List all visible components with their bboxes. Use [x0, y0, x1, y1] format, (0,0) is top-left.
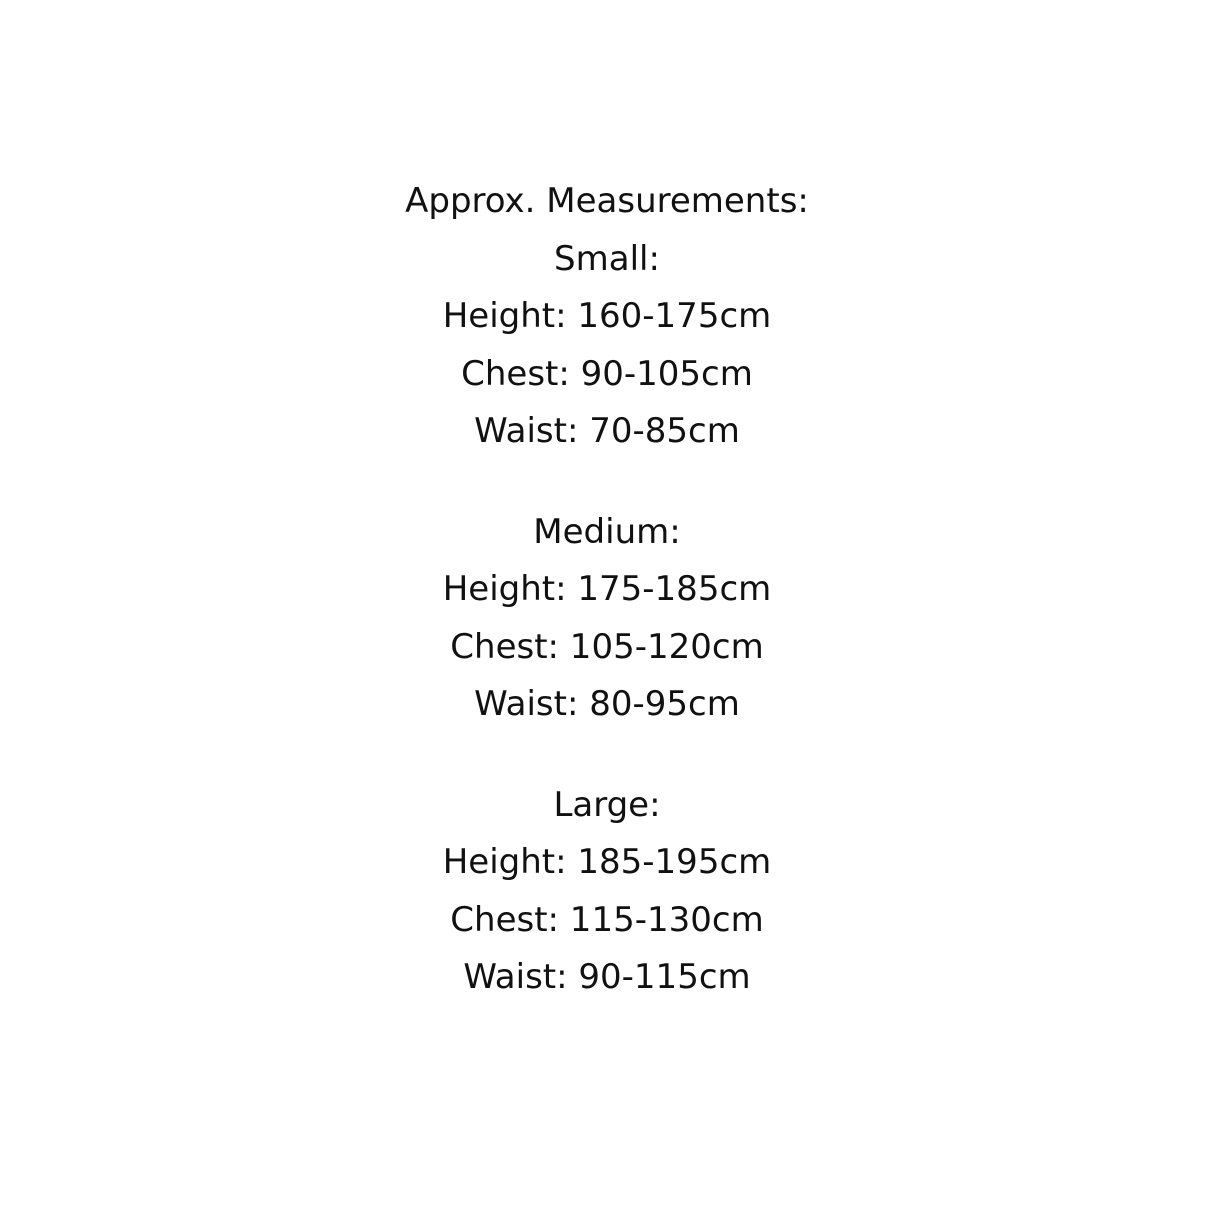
- size-block-medium: [0, 507, 1214, 737]
- waist-range: Waist: 80-95cm: [474, 684, 740, 724]
- height-range: Height: 160-175cm: [442, 296, 772, 336]
- measurements-heading: Approx. Measurements:: [405, 181, 809, 221]
- chest-range: Chest: 105-120cm: [450, 626, 764, 667]
- chest-range: Chest: 90-105cm: [461, 353, 753, 394]
- measurements-sheet: [0, 176, 1214, 1010]
- height-range: Height: 175-185cm: [442, 569, 772, 609]
- block-spacer: [0, 737, 1214, 780]
- size-name: Medium:: [533, 511, 681, 552]
- block-spacer: [0, 464, 1214, 507]
- size-block-small: [0, 234, 1214, 464]
- size-name: Large:: [553, 784, 661, 825]
- waist-range: Waist: 90-115cm: [463, 957, 751, 997]
- chest-range: Chest: 115-130cm: [450, 899, 764, 940]
- size-block-large: [0, 780, 1214, 1010]
- height-range: Height: 185-195cm: [442, 842, 772, 882]
- waist-range: Waist: 70-85cm: [474, 411, 740, 451]
- size-name: Small:: [554, 238, 660, 279]
